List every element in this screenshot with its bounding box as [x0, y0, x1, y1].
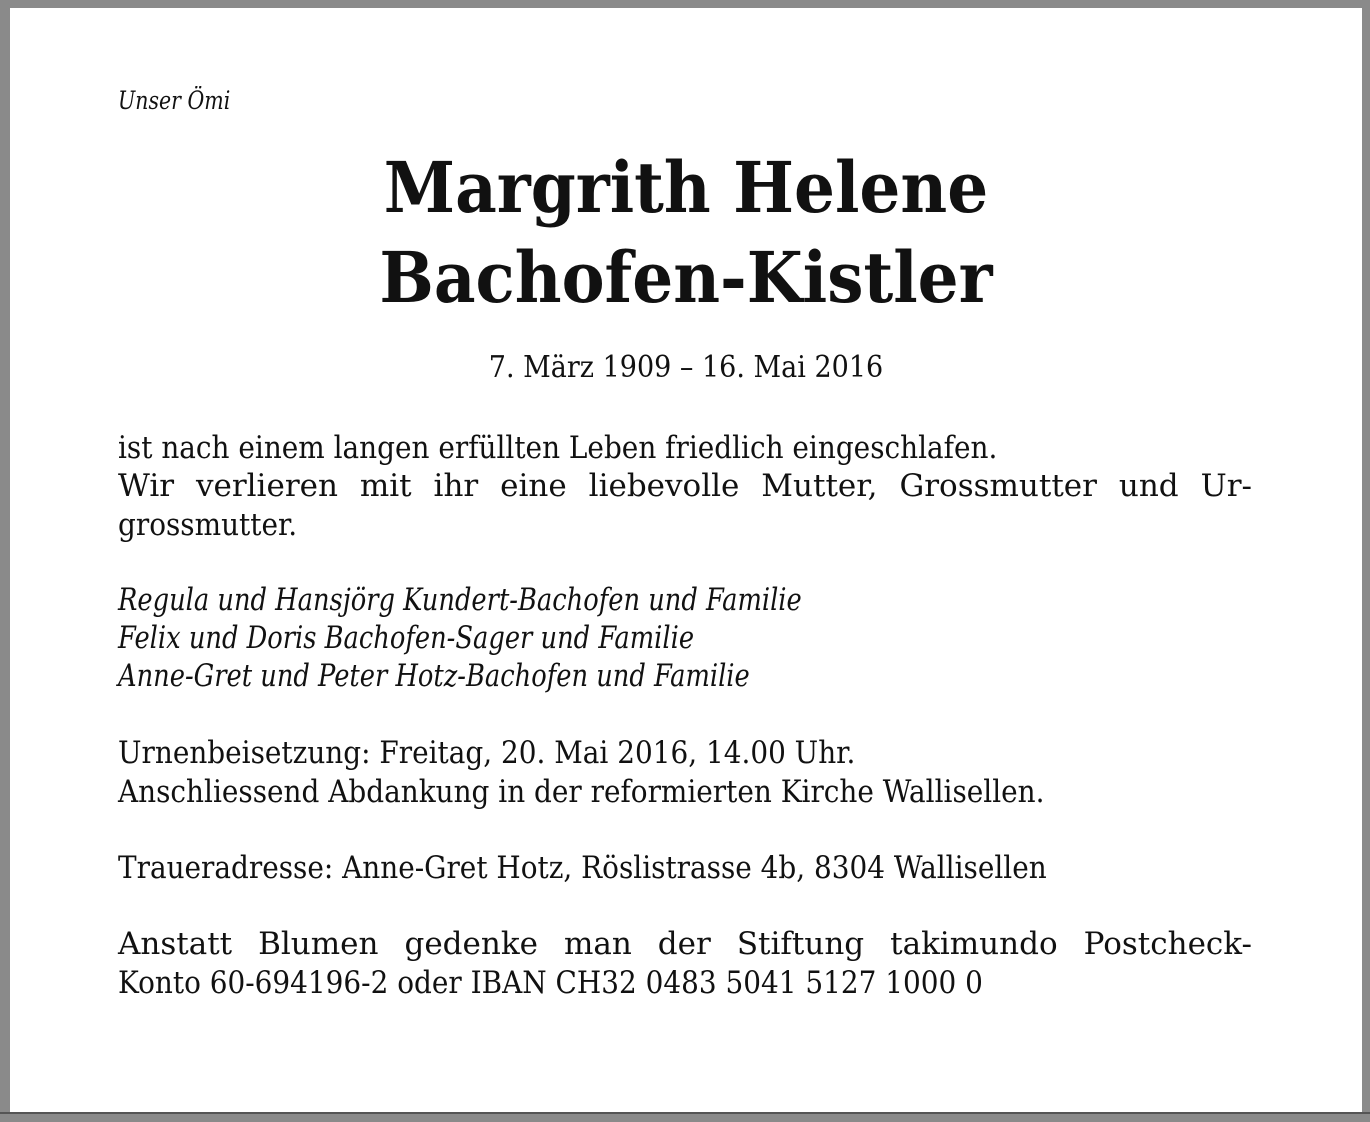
family-line-2: Felix und Doris Bachofen-Sager und Familie: [118, 620, 695, 656]
message-line-2: Wir verlieren mit ihr eine liebevolle Mutter, Grossmutter und Ur-: [118, 468, 1252, 504]
message-line-3: grossmutter.: [118, 507, 298, 543]
page-bottom-border: [0, 1112, 1370, 1114]
life-dates: 7. März 1909 – 16. Mai 2016: [488, 350, 884, 385]
ceremony-line-1: Urnenbeisetzung: Freitag, 20. Mai 2016, 14.00 Uhr.: [118, 735, 856, 771]
deceased-name-line-1: Margrith Helene: [383, 146, 989, 229]
family-line-1: Regula und Hansjörg Kundert-Bachofen und Familie: [118, 582, 802, 618]
message-line-1: ist nach einem langen erfüllten Leben friedlich eingeschlafen.: [118, 430, 998, 466]
family-line-3: Anne-Gret und Peter Hotz-Bachofen und Familie: [118, 658, 750, 694]
mourning-address: Traueradresse: Anne-Gret Hotz, Röslistrasse 4b, 8304 Wallisellen: [118, 850, 1047, 886]
ceremony-line-2: Anschliessend Abdankung in der reformierten Kirche Wallisellen.: [118, 774, 1045, 810]
obituary-notice: [10, 8, 1362, 1112]
donation-line-1: Anstatt Blumen gedenke man der Stiftung takimundo Postcheck-: [118, 926, 1252, 962]
donation-line-2: Konto 60-694196-2 oder IBAN CH32 0483 5041 5127 1000 0: [118, 965, 983, 1001]
intro-text: Unser Ömi: [118, 86, 231, 115]
deceased-name-line-2: Bachofen-Kistler: [379, 236, 993, 319]
